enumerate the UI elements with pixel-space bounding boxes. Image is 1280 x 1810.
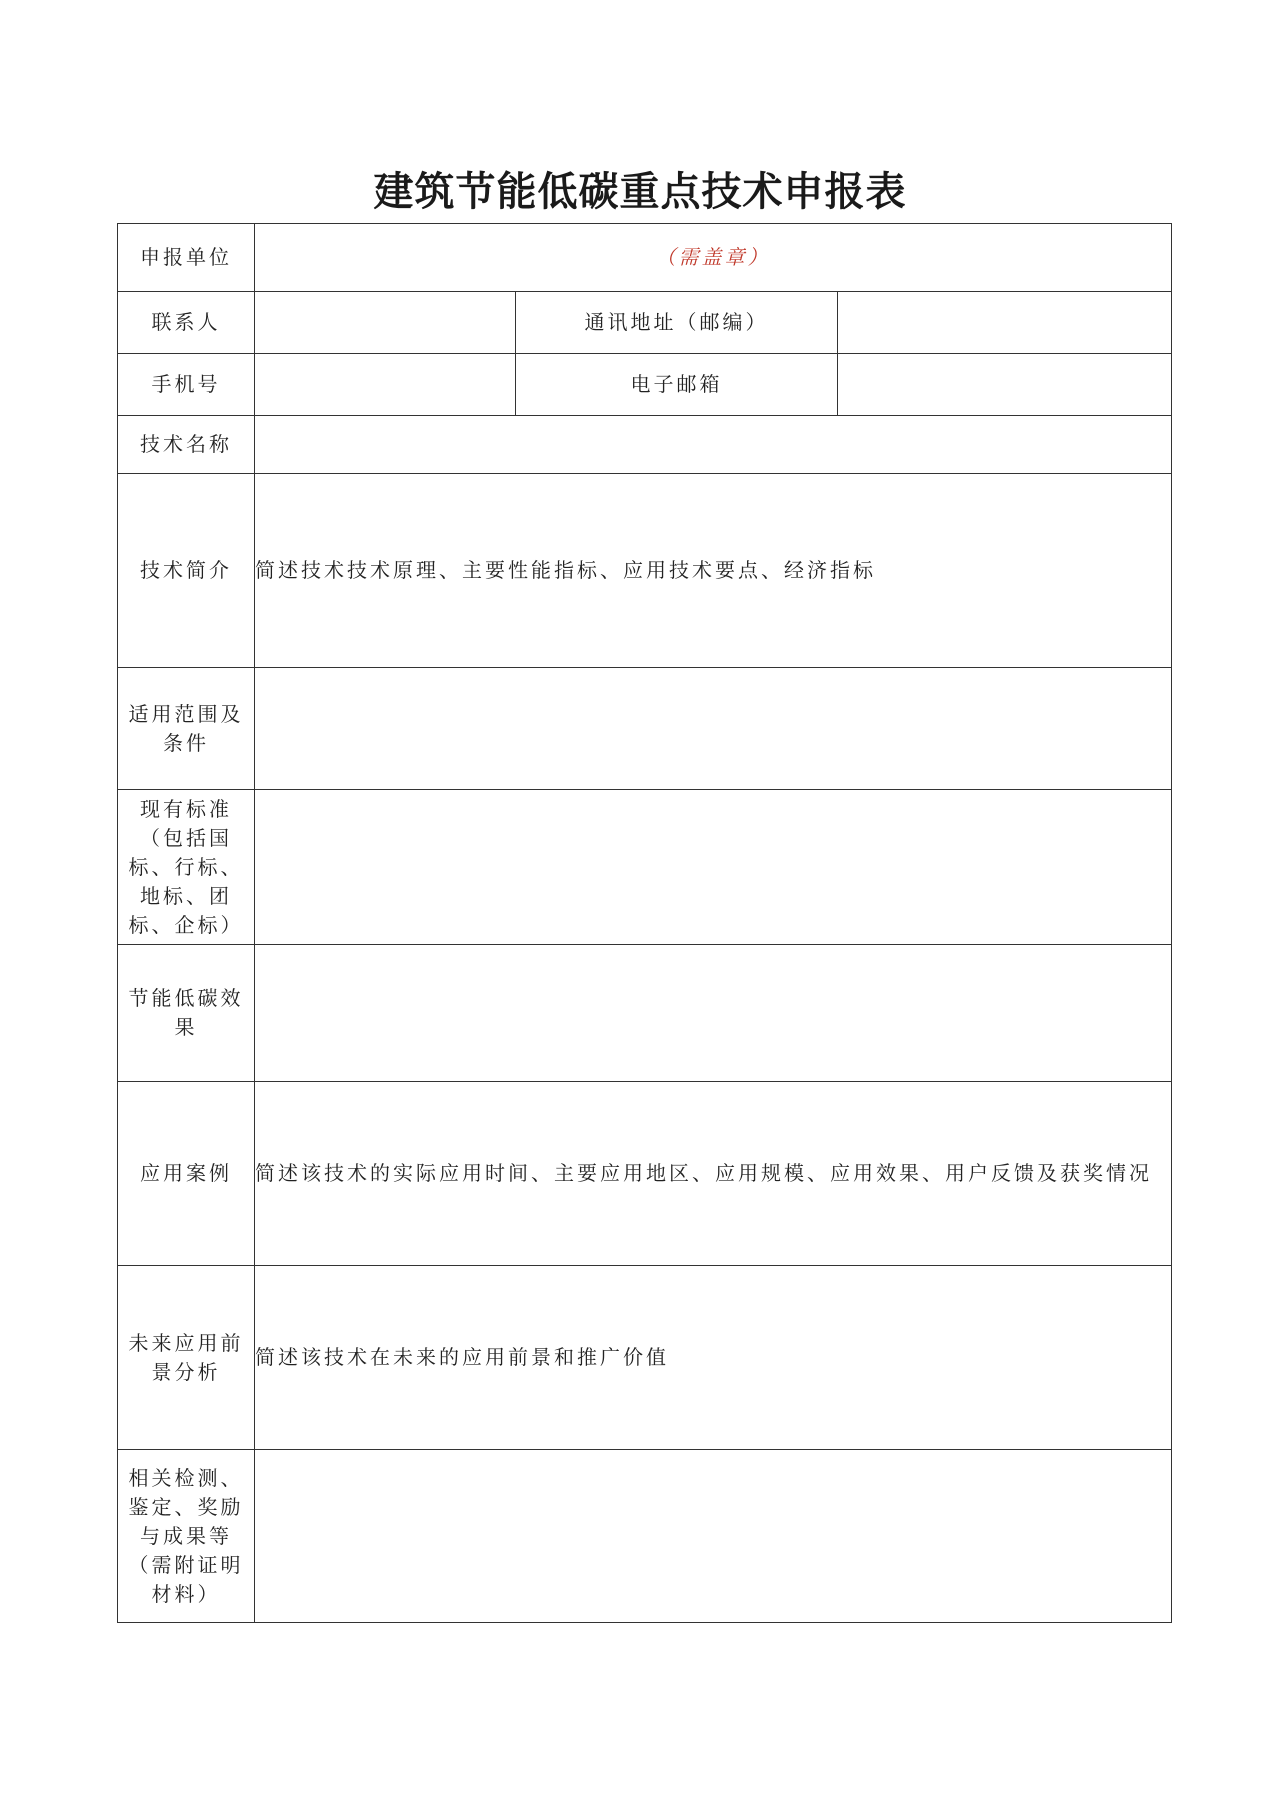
label-cases: 应用案例 xyxy=(118,1082,255,1266)
label-certs: 相关检测、鉴定、奖励与成果等（需附证明材料） xyxy=(118,1450,255,1623)
address-field[interactable] xyxy=(838,292,1172,354)
row-mobile xyxy=(118,354,1172,416)
scope-field[interactable] xyxy=(255,668,1172,790)
label-tech-name: 技术名称 xyxy=(118,416,255,474)
label-standards: 现有标准（包括国标、行标、地标、团标、企标） xyxy=(118,790,255,945)
prospect-field[interactable]: 简述该技术在未来的应用前景和推广价值 xyxy=(255,1266,1172,1450)
stamp-note: （需盖章） xyxy=(655,245,771,269)
row-tech-name xyxy=(118,416,1172,474)
label-effect: 节能低碳效果 xyxy=(118,945,255,1082)
tech-intro-field[interactable]: 简述技术技术原理、主要性能指标、应用技术要点、经济指标 xyxy=(255,474,1172,668)
row-contact xyxy=(118,292,1172,354)
row-certs xyxy=(118,1450,1172,1623)
application-form-table xyxy=(117,223,1172,1623)
row-cases xyxy=(118,1082,1172,1266)
effect-field[interactable] xyxy=(255,945,1172,1082)
tech-name-field[interactable] xyxy=(255,416,1172,474)
label-scope: 适用范围及条件 xyxy=(118,668,255,790)
label-applicant: 申报单位 xyxy=(118,224,255,292)
standards-field[interactable] xyxy=(255,790,1172,945)
mobile-field[interactable] xyxy=(255,354,516,416)
row-standards xyxy=(118,790,1172,945)
label-prospect: 未来应用前景分析 xyxy=(118,1266,255,1450)
page-title: 建筑节能低碳重点技术申报表 xyxy=(373,168,907,215)
label-email: 电子邮箱 xyxy=(516,354,838,416)
cases-field[interactable]: 简述该技术的实际应用时间、主要应用地区、应用规模、应用效果、用户反馈及获奖情况 xyxy=(255,1082,1172,1266)
label-tech-intro: 技术简介 xyxy=(118,474,255,668)
label-mobile: 手机号 xyxy=(118,354,255,416)
row-effect xyxy=(118,945,1172,1082)
label-contact: 联系人 xyxy=(118,292,255,354)
label-address: 通讯地址（邮编） xyxy=(516,292,838,354)
contact-field[interactable] xyxy=(255,292,516,354)
row-applicant xyxy=(118,224,1172,292)
row-scope xyxy=(118,668,1172,790)
row-tech-intro xyxy=(118,474,1172,668)
row-prospect xyxy=(118,1266,1172,1450)
certs-field[interactable] xyxy=(255,1450,1172,1623)
applicant-field[interactable] xyxy=(255,224,1172,292)
email-field[interactable] xyxy=(838,354,1172,416)
